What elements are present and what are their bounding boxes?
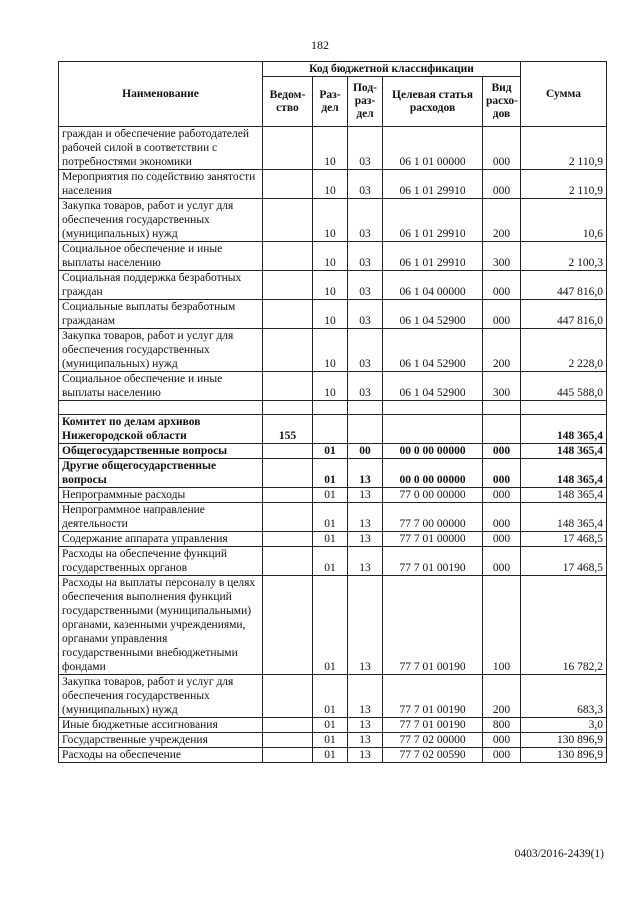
cell-vid-rashodov: 000 — [483, 170, 521, 199]
cell-razdel: 10 — [313, 170, 348, 199]
cell-name: Мероприятия по содействию занятости населения — [59, 170, 263, 199]
cell-celevaya-statya: 06 1 01 29910 — [383, 242, 483, 271]
cell-vedomstvo — [263, 748, 313, 763]
cell-celevaya-statya: 06 1 04 52900 — [383, 329, 483, 372]
cell-razdel: 01 — [313, 675, 348, 718]
cell-vid-rashodov: 300 — [483, 242, 521, 271]
table-row — [59, 271, 607, 300]
cell-celevaya-statya: 06 1 04 52900 — [383, 372, 483, 401]
table-row — [59, 718, 607, 733]
cell-vedomstvo — [263, 242, 313, 271]
cell-razdel — [313, 415, 348, 444]
cell-vid-rashodov — [483, 415, 521, 444]
cell-name: Государственные учреждения — [59, 733, 263, 748]
header-celevaya: Целевая статья расходов — [383, 77, 483, 127]
cell-vid-rashodov: 000 — [483, 459, 521, 488]
cell-vedomstvo — [263, 532, 313, 547]
table-row — [59, 459, 607, 488]
cell-razdel: 01 — [313, 444, 348, 459]
cell-vedomstvo — [263, 127, 313, 170]
cell-razdel: 10 — [313, 242, 348, 271]
cell-podrazdel: 13 — [348, 459, 383, 488]
cell-vedomstvo — [263, 300, 313, 329]
cell-summa: 447 816,0 — [521, 300, 607, 329]
cell-vid-rashodov: 000 — [483, 503, 521, 532]
cell-celevaya-statya: 77 7 01 00190 — [383, 718, 483, 733]
cell-vid-rashodov — [483, 401, 521, 415]
cell-razdel — [313, 401, 348, 415]
cell-summa: 10,6 — [521, 199, 607, 242]
cell-vedomstvo — [263, 718, 313, 733]
cell-vid-rashodov: 100 — [483, 576, 521, 675]
cell-name: граждан и обеспечение работодателей рабочей силой в соответствии с потребностями экономики — [59, 127, 263, 170]
cell-podrazdel: 13 — [348, 547, 383, 576]
cell-celevaya-statya: 77 7 02 00000 — [383, 733, 483, 748]
cell-vedomstvo — [263, 488, 313, 503]
cell-podrazdel: 13 — [348, 576, 383, 675]
cell-summa: 447 816,0 — [521, 271, 607, 300]
table-row — [59, 503, 607, 532]
cell-summa: 683,3 — [521, 675, 607, 718]
table-row — [59, 242, 607, 271]
cell-name: Социальная поддержка безработных граждан — [59, 271, 263, 300]
cell-summa: 2 228,0 — [521, 329, 607, 372]
table-row — [59, 300, 607, 329]
cell-vid-rashodov: 000 — [483, 444, 521, 459]
cell-name: Содержание аппарата управления — [59, 532, 263, 547]
cell-celevaya-statya: 06 1 04 00000 — [383, 271, 483, 300]
cell-razdel: 01 — [313, 532, 348, 547]
table-row — [59, 329, 607, 372]
cell-vedomstvo — [263, 503, 313, 532]
table-row — [59, 488, 607, 503]
cell-celevaya-statya: 06 1 01 29910 — [383, 170, 483, 199]
cell-name: Расходы на обеспечение функций государственных органов — [59, 547, 263, 576]
table-header-row — [59, 62, 607, 77]
cell-podrazdel: 03 — [348, 271, 383, 300]
header-vedomstvo: Ведом-ство — [263, 77, 313, 127]
cell-name: Социальные выплаты безработным гражданам — [59, 300, 263, 329]
table-body — [59, 127, 607, 763]
cell-vid-rashodov: 000 — [483, 300, 521, 329]
cell-summa: 130 896,9 — [521, 733, 607, 748]
table-row — [59, 576, 607, 675]
cell-vedomstvo — [263, 401, 313, 415]
cell-summa — [521, 401, 607, 415]
cell-summa: 148 365,4 — [521, 503, 607, 532]
cell-podrazdel: 13 — [348, 532, 383, 547]
header-vid: Вид расхо-дов — [483, 77, 521, 127]
cell-podrazdel: 03 — [348, 329, 383, 372]
cell-name: Общегосударственные вопросы — [59, 444, 263, 459]
table-row — [59, 547, 607, 576]
cell-summa: 3,0 — [521, 718, 607, 733]
cell-podrazdel: 03 — [348, 199, 383, 242]
cell-summa: 17 468,5 — [521, 547, 607, 576]
cell-razdel: 10 — [313, 300, 348, 329]
cell-name: Социальное обеспечение и иные выплаты населению — [59, 372, 263, 401]
cell-vedomstvo — [263, 576, 313, 675]
cell-vid-rashodov: 000 — [483, 488, 521, 503]
cell-vid-rashodov: 800 — [483, 718, 521, 733]
cell-vedomstvo — [263, 170, 313, 199]
cell-celevaya-statya: 77 7 02 00590 — [383, 748, 483, 763]
table-row — [59, 401, 607, 415]
cell-podrazdel: 13 — [348, 733, 383, 748]
cell-vid-rashodov: 200 — [483, 329, 521, 372]
cell-podrazdel: 13 — [348, 748, 383, 763]
cell-vid-rashodov: 000 — [483, 733, 521, 748]
cell-name: Непрограммные расходы — [59, 488, 263, 503]
cell-summa: 148 365,4 — [521, 444, 607, 459]
cell-podrazdel: 03 — [348, 242, 383, 271]
cell-vedomstvo — [263, 675, 313, 718]
cell-razdel: 01 — [313, 459, 348, 488]
cell-name: Другие общегосударственные вопросы — [59, 459, 263, 488]
table-row — [59, 748, 607, 763]
table-row — [59, 127, 607, 170]
table-row — [59, 532, 607, 547]
cell-celevaya-statya: 77 7 01 00190 — [383, 576, 483, 675]
cell-podrazdel: 13 — [348, 488, 383, 503]
cell-name: Расходы на обеспечение — [59, 748, 263, 763]
cell-summa: 2 110,9 — [521, 127, 607, 170]
page-number: 182 — [311, 38, 329, 52]
cell-summa: 17 468,5 — [521, 532, 607, 547]
cell-summa: 148 365,4 — [521, 488, 607, 503]
cell-vid-rashodov: 000 — [483, 127, 521, 170]
cell-podrazdel — [348, 401, 383, 415]
cell-vid-rashodov: 000 — [483, 532, 521, 547]
cell-celevaya-statya — [383, 401, 483, 415]
cell-celevaya-statya: 77 7 00 00000 — [383, 503, 483, 532]
header-name: Наименование — [59, 62, 263, 127]
cell-name: Комитет по делам архивов Нижегородской области — [59, 415, 263, 444]
cell-vid-rashodov: 000 — [483, 547, 521, 576]
cell-vedomstvo — [263, 733, 313, 748]
cell-name: Иные бюджетные ассигнования — [59, 718, 263, 733]
cell-celevaya-statya: 06 1 01 00000 — [383, 127, 483, 170]
header-razdel: Раз-дел — [313, 77, 348, 127]
cell-razdel: 01 — [313, 576, 348, 675]
cell-podrazdel: 00 — [348, 444, 383, 459]
header-summa: Сумма — [521, 62, 607, 127]
document-code: 0403/2016-2439(1) — [514, 848, 604, 860]
cell-vedomstvo — [263, 547, 313, 576]
cell-vid-rashodov: 200 — [483, 199, 521, 242]
cell-name: Непрограммное направление деятельности — [59, 503, 263, 532]
cell-podrazdel: 03 — [348, 170, 383, 199]
table-row — [59, 733, 607, 748]
cell-celevaya-statya: 00 0 00 00000 — [383, 444, 483, 459]
cell-podrazdel: 13 — [348, 675, 383, 718]
table-row — [59, 170, 607, 199]
cell-razdel: 10 — [313, 127, 348, 170]
cell-podrazdel: 03 — [348, 372, 383, 401]
table-row — [59, 415, 607, 444]
table-row — [59, 675, 607, 718]
cell-name: Закупка товаров, работ и услуг для обеспечения государственных (муниципальных) нужд — [59, 199, 263, 242]
budget-table — [58, 61, 607, 763]
cell-celevaya-statya: 77 7 01 00190 — [383, 675, 483, 718]
cell-vedomstvo — [263, 372, 313, 401]
header-code-group: Код бюджетной классификации — [263, 62, 521, 77]
cell-summa: 148 365,4 — [521, 415, 607, 444]
cell-celevaya-statya: 00 0 00 00000 — [383, 459, 483, 488]
cell-vid-rashodov: 000 — [483, 271, 521, 300]
cell-summa: 16 782,2 — [521, 576, 607, 675]
cell-vedomstvo — [263, 271, 313, 300]
cell-razdel: 10 — [313, 271, 348, 300]
table-row — [59, 372, 607, 401]
cell-vid-rashodov: 200 — [483, 675, 521, 718]
cell-vedomstvo — [263, 199, 313, 242]
cell-celevaya-statya — [383, 415, 483, 444]
cell-vedomstvo — [263, 459, 313, 488]
cell-razdel: 01 — [313, 503, 348, 532]
cell-vedomstvo: 155 — [263, 415, 313, 444]
cell-razdel: 10 — [313, 329, 348, 372]
cell-celevaya-statya: 06 1 01 29910 — [383, 199, 483, 242]
cell-vedomstvo — [263, 444, 313, 459]
cell-celevaya-statya: 77 0 00 00000 — [383, 488, 483, 503]
cell-summa: 148 365,4 — [521, 459, 607, 488]
cell-podrazdel: 13 — [348, 503, 383, 532]
cell-razdel: 01 — [313, 547, 348, 576]
cell-name: Закупка товаров, работ и услуг для обеспечения государственных (муниципальных) нужд — [59, 675, 263, 718]
cell-razdel: 10 — [313, 372, 348, 401]
cell-summa: 2 100,3 — [521, 242, 607, 271]
cell-name: Социальное обеспечение и иные выплаты населению — [59, 242, 263, 271]
cell-celevaya-statya: 77 7 01 00190 — [383, 547, 483, 576]
cell-podrazdel — [348, 415, 383, 444]
cell-vedomstvo — [263, 329, 313, 372]
cell-razdel: 01 — [313, 733, 348, 748]
cell-razdel: 01 — [313, 718, 348, 733]
cell-razdel: 01 — [313, 748, 348, 763]
cell-name — [59, 401, 263, 415]
table-row — [59, 199, 607, 242]
cell-podrazdel: 13 — [348, 718, 383, 733]
header-podrazdel: Под-раз-дел — [348, 77, 383, 127]
table-row — [59, 444, 607, 459]
cell-podrazdel: 03 — [348, 127, 383, 170]
cell-name: Расходы на выплаты персоналу в целях обеспечения выполнения функций государственными (муниципальными) органами, казенными учреждениями, органами управления государственными внебюджетными фондами — [59, 576, 263, 675]
cell-name: Закупка товаров, работ и услуг для обеспечения государственных (муниципальных) нужд — [59, 329, 263, 372]
cell-podrazdel: 03 — [348, 300, 383, 329]
cell-summa: 445 588,0 — [521, 372, 607, 401]
cell-razdel: 01 — [313, 488, 348, 503]
cell-celevaya-statya: 77 7 01 00000 — [383, 532, 483, 547]
cell-vid-rashodov: 000 — [483, 748, 521, 763]
cell-celevaya-statya: 06 1 04 52900 — [383, 300, 483, 329]
cell-vid-rashodov: 300 — [483, 372, 521, 401]
cell-razdel: 10 — [313, 199, 348, 242]
cell-summa: 130 896,9 — [521, 748, 607, 763]
cell-summa: 2 110,9 — [521, 170, 607, 199]
